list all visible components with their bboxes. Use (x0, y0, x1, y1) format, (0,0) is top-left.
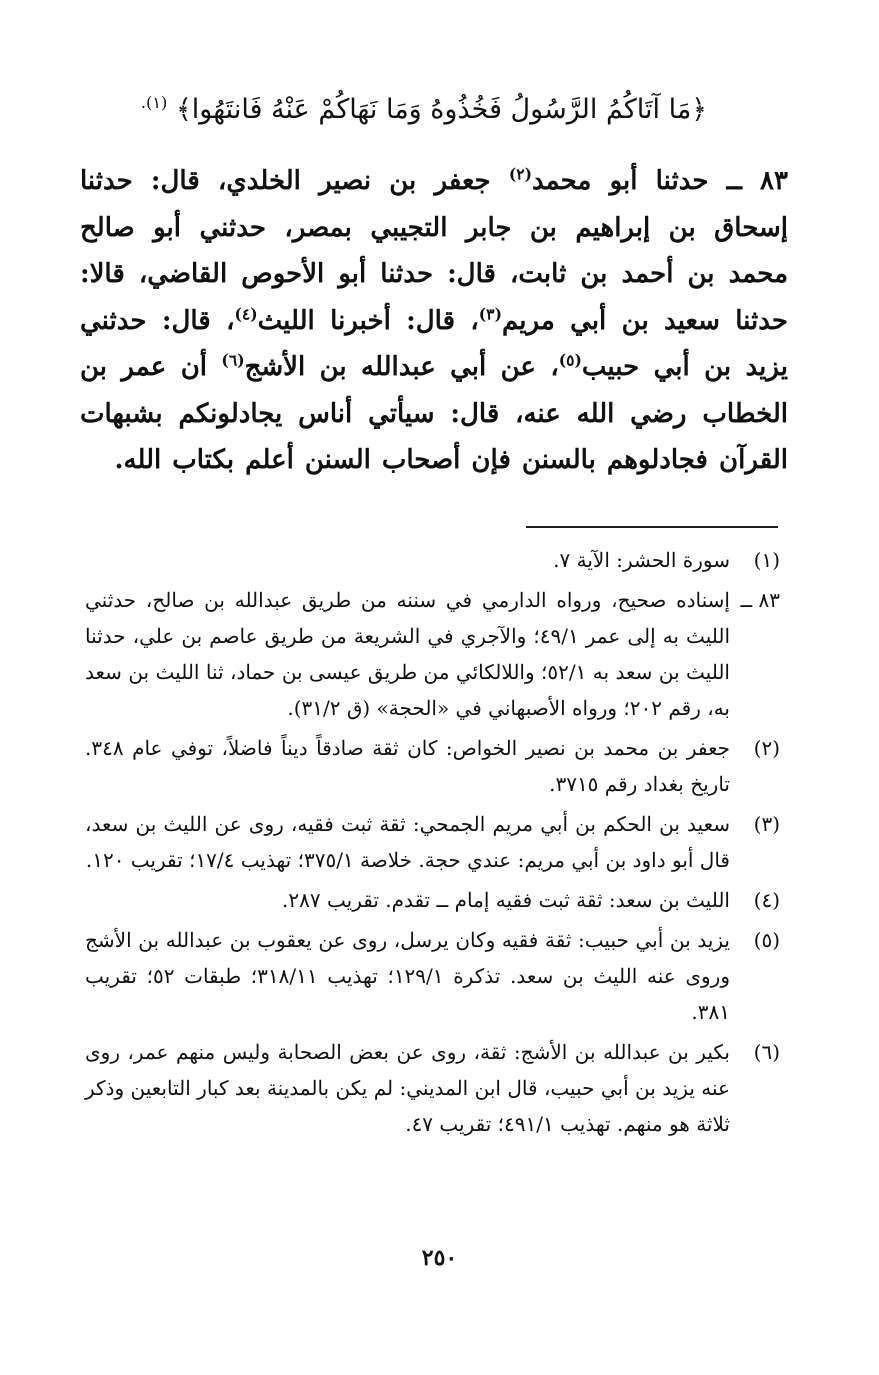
hadith-text-part: حدثنا أبو محمد (532, 166, 727, 196)
verse-text: ﴿مَا آتَاكُمُ الرَّسُولُ فَخُذُوهُ وَمَا نَهَاكُمْ عَنْهُ فَانتَهُوا﴾ (175, 94, 708, 125)
footnote-ref-6: (٦) (221, 350, 245, 370)
footnote-label: (٣) (753, 811, 780, 836)
footnote-ref-3: (٣) (478, 303, 502, 323)
footnote-label: ٨٣ ــ (740, 587, 780, 612)
footnotes-section (85, 542, 780, 1142)
hadith-text-part: أن عمر بن الخطاب رضي الله عنه، قال: سيأتي أناس يجادلونكم بشبهات القرآن فجادلوهم بالسنن فإن أصحاب السنن أعلم بكتاب الله. (80, 352, 788, 475)
footnote-6 (85, 1034, 780, 1142)
footnote-text: سعيد بن الحكم بن أبي مريم الجمحي: ثقة ثبت فقيه، روى عن الليث بن سعد، قال أبو داود بن أبي مريم: عندي حجة. خلاصة ٣٧٥/١؛ تهذيب ١٧/٤؛ تقريب ١٢٠. (85, 811, 730, 872)
footnote-3 (85, 806, 780, 878)
footnote-5 (85, 922, 780, 1030)
footnote-label: (٥) (753, 927, 780, 952)
hadith-text-part: جعفر بن نصير الخلدي، قال: حدثنا إسحاق بن إبراهيم بن جابر التجيبي بمصر، حدثني أبو صالح محمد بن أحمد بن ثابت، قال: حدثنا أبو الأحوص القاضي، قالا: حدثنا سعيد بن أبي مريم (80, 166, 788, 336)
hadith-number: ٨٣ ــ (726, 166, 788, 196)
hadith-text-part: ، قال: حدثني يزيد بن أبي حبيب (80, 305, 788, 382)
footnote-separator (526, 526, 778, 528)
footnote-label: (٢) (753, 735, 780, 760)
book-page (60, 70, 800, 1146)
footnote-text: إسناده صحيح، ورواه الدارمي في سننه من طريق عبدالله بن صالح، حدثني الليث به إلى عمر ٤٩/١؛ والآجري في الشريعة من طريق عاصم بن علي، حدثنا الليث بن سعد به ٥٢/١؛ واللالكائي من طريق عيسى بن حماد، ثنا الليث بن سعد به، رقم ٢٠٢؛ ورواه الأصبهاني في «الحجة» (ق ٣١/٢). (85, 587, 730, 720)
hadith-text-part: ، عن أبي عبدالله بن الأشج (244, 352, 559, 382)
footnote-text: جعفر بن محمد بن نصير الخواص: كان ثقة صادقاً ديناً فاضلاً، توفي عام ٣٤٨. تاريخ بغداد رقم ٣٧١٥. (85, 735, 730, 796)
quran-verse (60, 80, 788, 140)
footnote-text: يزيد بن أبي حبيب: ثقة فقيه وكان يرسل، روى عن يعقوب بن عبدالله بن الأشج وروى عنه الليث بن سعد. تذكرة ١٢٩/١؛ تهذيب ٣١٨/١١؛ طبقات ٥٢؛ تقريب ٣٨١. (85, 927, 731, 1024)
hadith-paragraph (80, 158, 788, 484)
footnote-label: (١) (753, 547, 780, 572)
footnote-text: سورة الحشر: الآية ٧. (553, 547, 730, 572)
footnote-label: (٦) (753, 1039, 780, 1064)
footnote-ref-2: (٢) (508, 164, 532, 184)
hadith-text-part: ، قال: أخبرنا الليث (257, 305, 479, 336)
footnote-text: بكير بن عبدالله بن الأشج: ثقة، روى عن بعض الصحابة وليس منهم عمر، روى عنه يزيد بن أبي حبيب، قال ابن المديني: لم يكن بالمدينة بعد كبار التابعين وذكر ثلاثة هو منهم. تهذيب ٤٩١/١؛ تقريب ٤٧. (85, 1039, 730, 1136)
footnote-hadith-83 (85, 582, 780, 726)
footnote-label: (٤) (753, 887, 780, 912)
footnote-text: الليث بن سعد: ثقة ثبت فقيه إمام ــ تقدم. تقريب ٢٨٧. (282, 887, 730, 912)
footnote-ref-4: (٤) (234, 303, 258, 323)
page-number: ٢٥٠ (421, 1245, 458, 1271)
footnote-4 (85, 882, 780, 918)
footnote-2 (85, 730, 780, 802)
verse-footnote-ref: (١). (140, 93, 168, 112)
footnote-1 (85, 542, 780, 578)
footnote-ref-5: (٥) (558, 350, 582, 370)
